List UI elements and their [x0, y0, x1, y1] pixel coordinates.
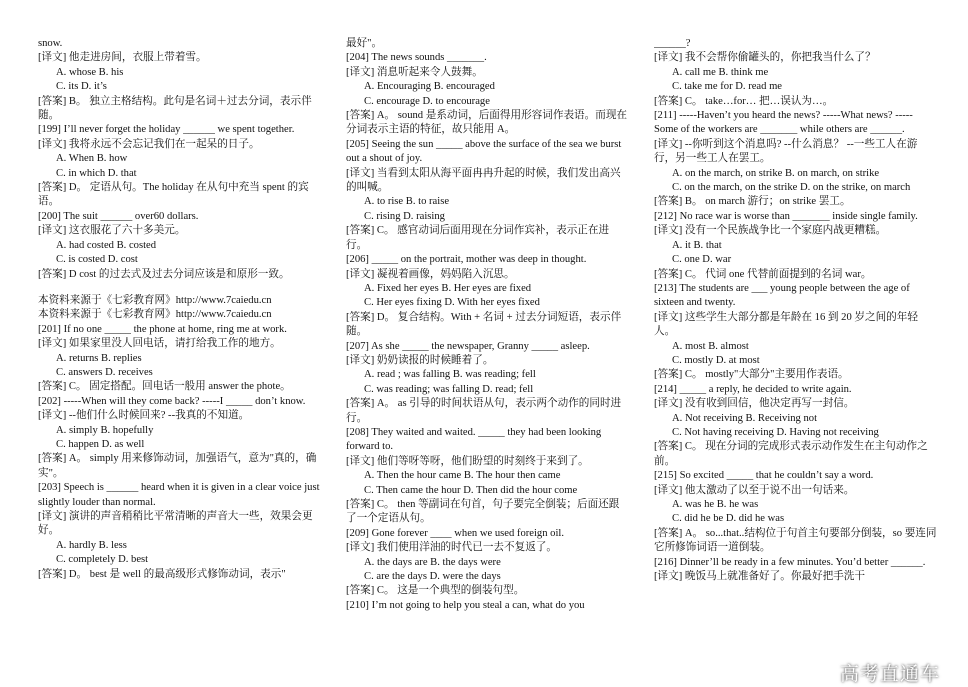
text-line: [答案] C。 代词 one 代替前面提到的名词 war。 [654, 268, 872, 280]
text-line: [答案] A。 as 引导的时间状语从句，表示两个动作的同时进行。 [346, 398, 622, 424]
text-line: A. to rise B. to raise [364, 196, 450, 208]
text-line: [译文] --他们什么时候回来? --我真的不知道。 [38, 410, 250, 422]
text-line: [200] The suit ______ over60 dollars. [38, 210, 199, 222]
watermark: 高考直通车 [839, 662, 940, 685]
text-line: [译文] 他们等呀等呀，他们盼望的时刻终于来到了。 [346, 455, 589, 467]
text-line: [209] Gone forever ____ when we used foreign oil. [346, 527, 564, 539]
text-line: [206] _____ on the portrait, mother was deep in thought. [346, 254, 587, 266]
text-line: C. encourage D. to encourage [364, 95, 490, 107]
text-column-3 [654, 37, 938, 687]
text-line: [答案] B。 独立主格结构。此句是名词＋过去分词，表示伴随。 [38, 95, 312, 122]
text-line: [译文] 我将永远不会忘记我们在一起呆的日子。 [38, 138, 260, 150]
text-line: [译文] 他走进房间，衣服上带着雪。 [38, 52, 207, 64]
text-line: [译文] 如果家里没人回电话，请打给我工作的地方。 [38, 338, 281, 350]
text-line: [213] The students are ___ young people between the age of sixteen and twenty. [654, 282, 910, 309]
text-column-2 [346, 37, 628, 687]
text-line: [211] -----Haven’t you heard the news? -----What news? ----- Some of the workers are _______ while others are ______. [654, 110, 913, 136]
text-line: [202] -----When will they come back? -----I _____ don’t know. [38, 395, 306, 407]
text-line: C. was reading; was falling D. read; fell [364, 383, 534, 395]
text-line: A. whose B. his [56, 66, 124, 78]
text-line: C. happen D. as well [56, 438, 145, 450]
text-line: [答案] A。 so...that..结构位于句首主句要部分倒装，so 要连同它所修饰词语一道倒装。 [654, 527, 937, 554]
text-line: [214] _____ a reply, he decided to write again. [654, 383, 852, 395]
text-line: C. are the days D. were the days [364, 571, 501, 583]
text-line: C. Then came the hour D. Then did the hour come [364, 484, 578, 496]
text-line: [204] The news sounds _______. [346, 52, 487, 64]
text-line: [答案] C。 现在分词的完成形式表示动作发生在主句动作之前。 [654, 441, 928, 467]
text-line: [答案] D。 复合结构。With + 名词 + 过去分词短语，表示伴随。 [346, 311, 622, 338]
text-line: A. simply B. hopefully [56, 424, 154, 436]
text-line: C. rising D. raising [364, 210, 445, 222]
text-line: [203] Speech is ______ heard when it is given in a clear voice just slightly louder than normal. [38, 482, 320, 508]
text-line: C. mostly D. at most [672, 354, 760, 366]
text-line: [答案] B。 on march 游行；on strike 罢工。 [654, 196, 851, 208]
text-line: [208] They waited and waited. _____ they had been looking forward to. [346, 426, 602, 453]
text-line: [201] If no one _____ the phone at home, ring me at work. [38, 323, 287, 335]
text-line: [译文] 没有一个民族战争比一个家庭内战更糟糕。 [654, 225, 887, 237]
text-line: [199] I’ll never forget the holiday ______ we spent together. [38, 124, 295, 136]
text-line: [答案] C。 固定搭配。回电话一般用 answer the phote。 [38, 381, 291, 393]
text-line: [答案] C。 take…for… 把…误认为…。 [654, 95, 834, 107]
text-line: C. on the march, on the strike D. on the strike, on march [672, 182, 911, 194]
text-line: A. read ; was falling B. was reading; fell [364, 369, 536, 381]
text-line: [译文] 晚饭马上就准备好了。你最好把手洗干 [654, 571, 865, 583]
text-line: [答案] A。 simply 用来修饰动词，加强语气，意为"真的，确实"。 [38, 453, 317, 479]
text-line: [译文] 我们使用洋油的时代已一去不复返了。 [346, 542, 557, 554]
text-line: A. Encouraging B. encouraged [364, 81, 495, 93]
text-line: [答案] C。 then 等副词在句首，句子要完全倒装；后面还跟了一个定语从句。 [346, 499, 620, 525]
text-line: ______? [654, 38, 691, 49]
text-line: A. When B. how [56, 153, 128, 165]
text-line: [译文] 奶奶读报的时候睡着了。 [346, 354, 494, 366]
text-line: A. it B. that [672, 239, 722, 251]
text-line: [译文] 这衣服花了六十多美元。 [38, 225, 186, 237]
text-line: A. Not receiving B. Receiving not [672, 412, 818, 424]
text-line: [译文] 我不会帮你偷罐头的，你把我当什么了？ [654, 52, 876, 64]
text-line: [译文] 凝视着画像，妈妈陷入沉思。 [346, 268, 515, 280]
text-line: C. in which D. that [56, 167, 137, 179]
text-line: A. on the march, on strike B. on march, on strike [672, 167, 880, 179]
spacer [38, 282, 322, 294]
text-line: A. Then the hour came B. The hour then came [364, 470, 561, 482]
text-line: C. Not having receiving D. Having not receiving [672, 426, 879, 438]
text-line: 最好"。 [346, 38, 383, 49]
text-line: C. Her eyes fixing D. With her eyes fixed [364, 297, 540, 309]
text-line: C. take me for D. read me [672, 81, 783, 93]
text-line: C. one D. war [672, 254, 732, 266]
text-line: [210] I’m not going to help you steal a can, what do you [346, 599, 585, 611]
text-line: C. answers D. receives [56, 366, 153, 378]
text-line: A. was he B. he was [672, 499, 759, 510]
text-line: A. had costed B. costed [56, 239, 157, 251]
text-line: [译文] 他太激动了以至于说不出一句话来。 [654, 484, 855, 496]
text-line: [答案] C。 感官动词后面用现在分词作宾补，表示正在进行。 [346, 225, 610, 251]
text-line: [译文] 消息听起来令人鼓舞。 [346, 66, 483, 78]
text-line: [译文] 没有收到回信，他决定再写一封信。 [654, 398, 855, 410]
text-line: C. is costed D. cost [56, 254, 138, 266]
text-line: C. its D. it’s [56, 81, 107, 93]
text-line: [译文] 演讲的声音稍稍比平常清晰的声音大一些，效果会更好。 [38, 511, 313, 537]
text-line: snow. [38, 38, 63, 49]
text-line: [答案] D。 best 是 well 的最高级形式修饰动词，表示" [38, 568, 286, 580]
text-line: 本资料来源于《七彩教育网》http://www.7caiedu.cn [38, 309, 272, 321]
text-line: [216] Dinner’ll be ready in a few minutes. You’d better ______. [654, 556, 926, 568]
text-line: [212] No race war is worse than _______ inside single family. [654, 210, 918, 222]
text-line: 本资料来源于《七彩教育网》http://www.7caiedu.cn [38, 294, 272, 306]
text-column-1 [38, 37, 322, 687]
text-line: A. most B. almost [672, 340, 749, 352]
text-line: A. Fixed her eyes B. Her eyes are fixed [364, 282, 532, 294]
text-line: [译文] 当看到太阳从海平面冉冉升起的时候，我们发出高兴的叫喊。 [346, 167, 621, 194]
text-line: [译文] 这些学生大部分都是年龄在 16 到 20 岁之间的年轻人。 [654, 311, 918, 338]
text-line: [答案] C。 mostly"大部分"主要用作表语。 [654, 369, 849, 381]
text-line: [205] Seeing the sun _____ above the surface of the sea we burst out a shout of joy. [346, 138, 622, 165]
text-line: [译文] --你听到这个消息吗? --什么消息？ --一些工人在游行，另一些工人在罢工。 [654, 138, 918, 165]
text-line: A. call me B. think me [672, 66, 769, 78]
text-line: [答案] D。 定语从句。The holiday 在从句中充当 spent 的宾语。 [38, 182, 309, 208]
text-line: [答案] C。 这是一个典型的倒装句型。 [346, 585, 525, 597]
text-line: [215] So excited _____ that he couldn’t say a word. [654, 470, 874, 482]
text-line: C. completely D. best [56, 554, 149, 566]
text-line: A. hardly B. less [56, 539, 127, 551]
text-line: [207] As she _____ the newspaper, Granny _____ asleep. [346, 340, 590, 352]
text-line: [答案] A。 sound 是系动词，后面得用形容词作表语。而现在分词表示主语的特征，故只能用 A。 [346, 110, 628, 136]
text-line: C. did he be D. did he was [672, 513, 785, 525]
text-line: A. returns B. replies [56, 352, 142, 364]
text-line: [答案] D cost 的过去式及过去分词应该是和原形一致。 [38, 268, 290, 280]
text-line: A. the days are B. the days were [364, 556, 501, 568]
